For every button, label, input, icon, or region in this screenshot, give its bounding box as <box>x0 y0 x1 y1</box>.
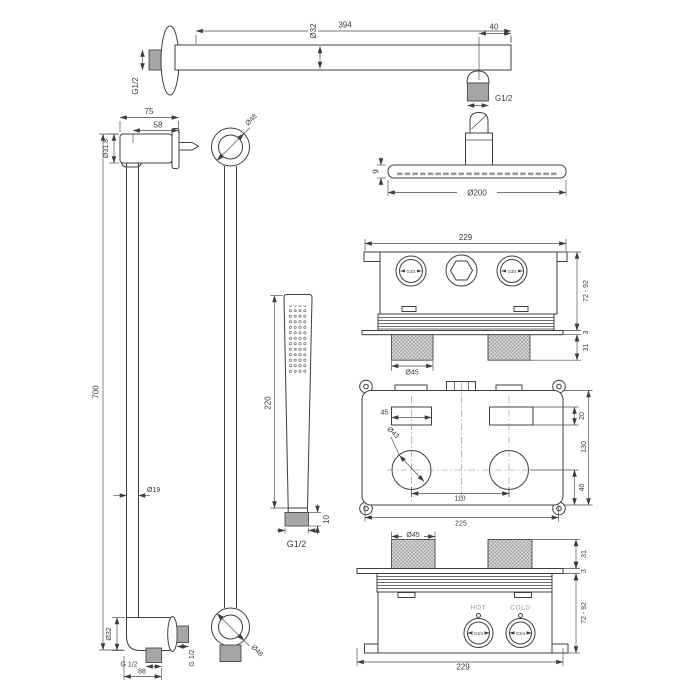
head-disc <box>388 165 566 178</box>
dim-arm-dia: Ø32 <box>309 23 318 39</box>
dim-valve-top-knob-h: 31 <box>583 343 590 352</box>
bracket-body <box>120 134 172 163</box>
hand-shower-view <box>264 295 332 550</box>
arm-outlet-nipple <box>468 83 489 101</box>
overhead-shower-view <box>372 113 567 198</box>
dim-hole-spacing: 110 <box>454 495 466 503</box>
label-arm-outlet-thread: G1/2 <box>495 94 513 103</box>
dim-valve-bottom-depth: 72 - 92 <box>581 602 588 624</box>
arm-elbow <box>467 71 489 83</box>
base-plate <box>362 331 563 335</box>
label-cold-port-thread: G3/4 <box>515 631 526 636</box>
knurled-knob-right <box>488 335 530 361</box>
label-port-right: G3/4 <box>507 269 517 274</box>
knurled-knob-left <box>392 540 436 569</box>
dim-valve-front-width: 225 <box>455 520 467 528</box>
head-ball-joint <box>470 113 488 134</box>
dim-hand-length: 220 <box>263 396 273 410</box>
slide-bar-profile-view <box>92 107 199 680</box>
elbow-nipple <box>177 626 189 643</box>
dim-valve-top-width: 229 <box>458 233 473 242</box>
dim-slot-width: 45 <box>380 409 389 417</box>
dim-slot-height: 20 <box>579 412 586 420</box>
slide-bar-front-view <box>212 113 264 661</box>
shower-arm-view <box>131 18 513 106</box>
dim-elbow-rosette: Ø32 <box>106 627 113 641</box>
arm-tube <box>175 45 511 70</box>
label-cold: COLD <box>510 604 531 612</box>
dim-bracket-width: 75 <box>144 107 154 116</box>
bottom-ring-nipple <box>220 645 241 662</box>
bracket-screw <box>179 143 199 151</box>
valve-top-view <box>362 233 590 377</box>
dim-valve-top-depth: 72 - 92 <box>583 280 590 302</box>
label-hot: HOT <box>470 604 487 612</box>
arm-wall-nipple <box>149 50 162 70</box>
label-nipple-thread: G 1/2 <box>189 649 196 667</box>
base-plate <box>357 569 563 574</box>
slot-right <box>490 407 534 425</box>
dim-ring-bottom-dia: Ø48 <box>249 643 264 659</box>
label-arm-wall-thread: G1/2 <box>131 77 140 95</box>
dim-arm-length: 394 <box>338 20 352 30</box>
knurled-knob-right <box>488 540 532 569</box>
label-outlet-thread: G 1/2 <box>120 661 138 669</box>
dim-hole-offset: 40 <box>579 483 586 492</box>
dim-valve-top-knob-dia: Ø45 <box>405 369 419 377</box>
bracket-wall-plate <box>172 129 179 169</box>
elbow-wall-flange <box>168 617 178 652</box>
top-hex-fitting <box>447 382 476 391</box>
dim-hand-spout: 10 <box>322 515 331 524</box>
dim-elbow-width: 88 <box>138 668 146 676</box>
gasket-stack <box>378 314 554 331</box>
hand-shower-nozzle <box>285 513 309 527</box>
dim-hole-dia: Ø43 <box>385 425 400 441</box>
dim-bar-length: 700 <box>91 385 101 399</box>
knurled-knob-left <box>392 335 434 361</box>
hex-nut <box>451 261 473 280</box>
valve-bottom-view <box>357 530 588 672</box>
head-neck <box>466 133 493 165</box>
elbow-outlet <box>146 648 162 663</box>
dim-rosette-dia: Ø31.8 <box>103 138 110 159</box>
bottom-elbow-body <box>127 618 173 651</box>
dim-head-thickness: 9 <box>371 169 381 174</box>
dim-valve-bottom-knob-dia: Ø45 <box>406 531 420 539</box>
dim-valve-front-height: 130 <box>581 441 588 453</box>
dim-valve-top-plate: 3 <box>583 330 590 335</box>
valve-front-view <box>360 380 593 527</box>
dim-bar-dia: Ø19 <box>147 487 161 494</box>
dim-valve-bottom-width: 229 <box>456 662 470 672</box>
label-hand-thread: G1/2 <box>286 539 307 549</box>
dim-ring-top-dia: Ø48 <box>244 113 259 128</box>
label-hot-port-thread: G3/4 <box>473 631 484 636</box>
label-port-left: G3/4 <box>406 269 416 274</box>
hand-shower-spray-face <box>289 306 308 374</box>
dim-bracket-depth: 58 <box>153 120 163 130</box>
dim-arm-offset: 40 <box>489 22 499 32</box>
dim-head-dia: Ø200 <box>467 188 487 198</box>
dim-valve-bottom-plate: 3 <box>581 569 588 573</box>
dim-valve-bottom-knob-h: 31 <box>581 550 588 558</box>
